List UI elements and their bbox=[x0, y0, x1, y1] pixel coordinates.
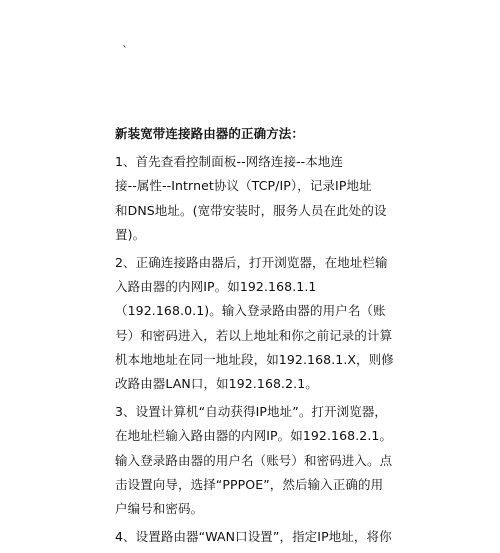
step-2-paragraph bbox=[115, 251, 400, 396]
step-1-paragraph bbox=[115, 150, 400, 247]
paragraph-line: 接--属性--Intrnet协议（TCP/IP），记录IP地址 bbox=[115, 178, 372, 194]
paragraph-line: 号）和密码进入，若以上地址和你之前记录的计算 bbox=[115, 327, 393, 343]
paragraph-line: 在地址栏输入路由器的内网IP。如192.168.2.1。 bbox=[115, 428, 393, 444]
paragraph-line: 1、首先查看控制面板--网络连接--本地连 bbox=[115, 154, 344, 170]
paragraph-line: 击设置向导，选择“PPPOE”，然后输入正确的用 bbox=[115, 476, 384, 492]
paragraph-line: 机本地地址在同一地址段，如192.168.1.X，则修 bbox=[115, 351, 394, 367]
paragraph-line: 置)。 bbox=[115, 226, 146, 242]
step-3-paragraph bbox=[115, 400, 400, 521]
article-heading: 新装宽带连接路由器的正确方法： bbox=[115, 126, 305, 141]
paragraph-line: （192.168.0.1)。输入登录路由器的用户名（账 bbox=[115, 303, 386, 319]
paragraph-line: 2、正确连接路由器后，打开浏览器，在地址栏输 bbox=[115, 255, 388, 271]
paragraph-line: 4、设置路由器“WAN口设置”，指定IP地址，将你 bbox=[115, 529, 392, 545]
stray-mark: ˋ bbox=[122, 44, 128, 58]
paragraph-line: 户编号和密码。 bbox=[115, 501, 204, 517]
paragraph-line: 输入登录路由器的用户名（账号）和密码进入。点 bbox=[115, 452, 393, 468]
step-4-paragraph bbox=[115, 525, 400, 549]
paragraph-line: 入路由器的内网IP。如192.168.1.1 bbox=[115, 279, 317, 295]
paragraph-line: 改路由器LAN口，如192.168.2.1。 bbox=[115, 376, 318, 392]
paragraph-line: 和DNS地址。(宽带安装时，服务人员在此处的设 bbox=[115, 202, 387, 218]
paragraph-line: 3、设置计算机“自动获得IP地址”。打开浏览器， bbox=[115, 404, 388, 420]
article-body bbox=[115, 122, 400, 553]
